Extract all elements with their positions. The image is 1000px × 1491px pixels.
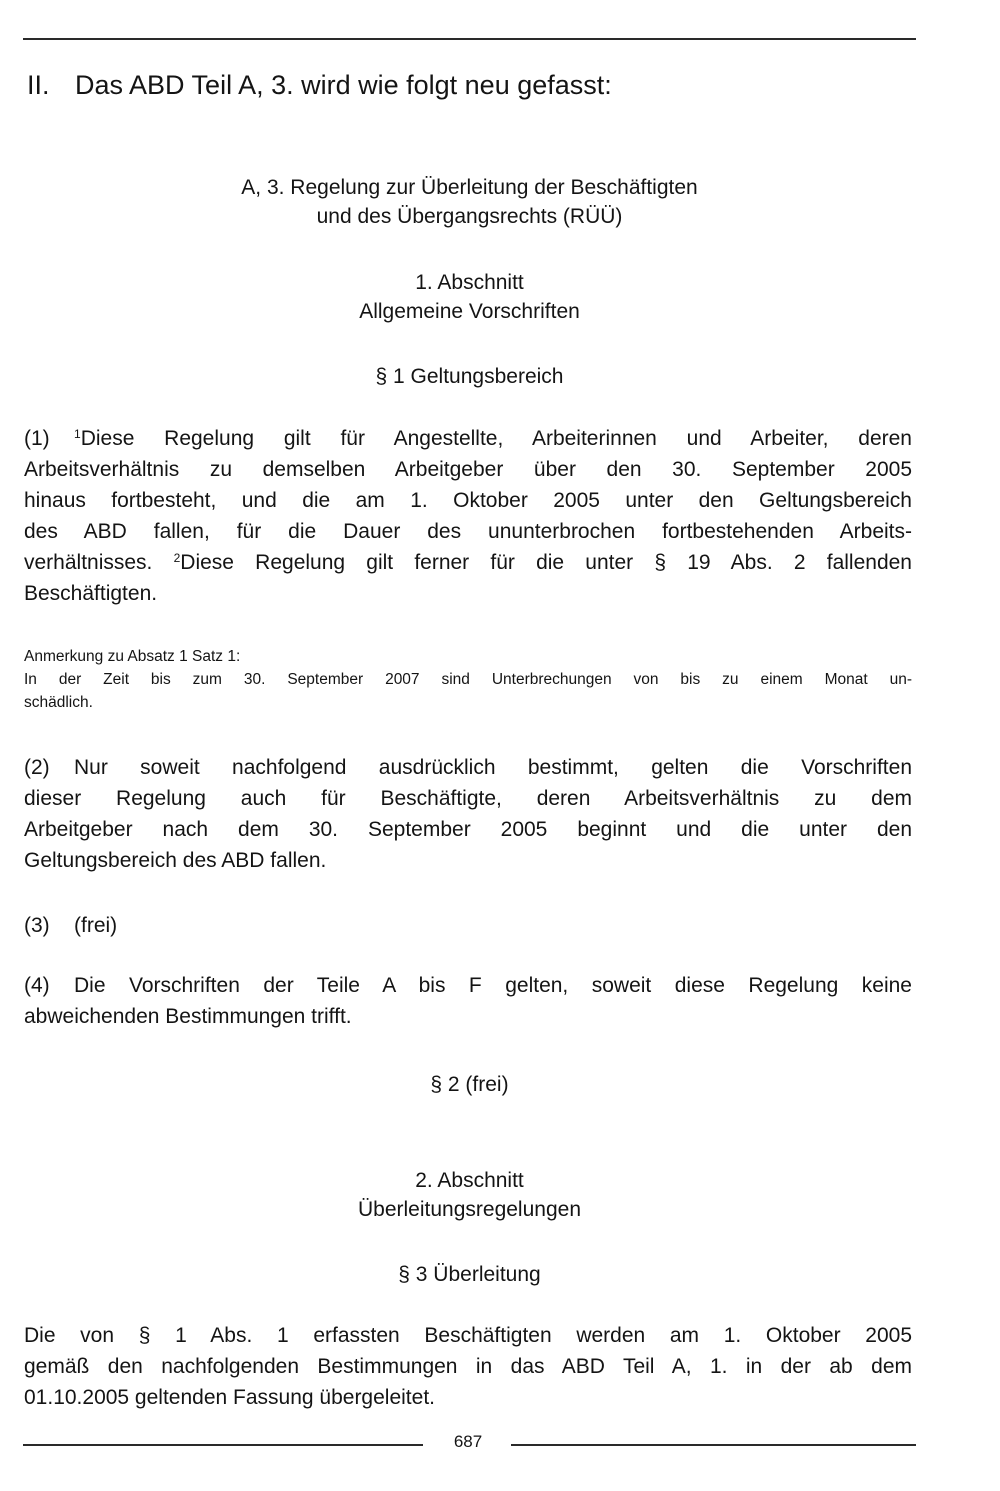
text-line: 01.10.2005 geltenden Fassung übergeleitet.	[24, 1386, 435, 1409]
text-span: Nur soweit nachfolgend ausdrücklich bestimmt, gelten die Vorschriften	[74, 756, 912, 779]
text-line	[24, 970, 912, 1001]
page-footer	[23, 1432, 916, 1456]
text-line	[24, 423, 912, 454]
section-1-title: Allgemeine Vorschriften	[359, 300, 580, 323]
absatz-label: (3)	[24, 914, 50, 937]
section-1-number: 1. Abschnitt	[415, 271, 524, 294]
regulation-title-line-1: A, 3. Regelung zur Überleitung der Beschäftigten	[241, 176, 698, 199]
part-number: II.	[27, 70, 50, 100]
text-line: hinaus fortbesteht, und die am 1. Oktober 2005 unter den Geltungsbereich	[24, 489, 912, 512]
text-line: Arbeitsverhältnis zu demselben Arbeitgeber über den 30. September 2005	[24, 458, 912, 481]
footer-rule-left	[23, 1444, 423, 1446]
text-line: Die von § 1 Abs. 1 erfassten Beschäftigten werden am 1. Oktober 2005	[24, 1324, 912, 1347]
section-1-heading	[23, 268, 916, 326]
text-span: Die Vorschriften der Teile A bis F gelten, soweit diese Regelung keine	[74, 974, 912, 997]
text-line: abweichenden Bestimmungen trifft.	[24, 1005, 352, 1028]
paragraph-3-heading: § 3 Überleitung	[398, 1263, 541, 1286]
paragraph-1-absatz-4	[24, 970, 912, 1032]
text-span: (frei)	[74, 914, 118, 937]
text-span: verhältnisses.	[24, 551, 153, 574]
section-2-number: 2. Abschnitt	[415, 1169, 524, 1192]
sentence-number: 2	[173, 551, 181, 565]
regulation-title-line-2: und des Übergangsrechts (RÜÜ)	[316, 205, 623, 228]
text-line: dieser Regelung auch für Beschäftigte, deren Arbeitsverhältnis zu dem	[24, 787, 912, 810]
note-title: Anmerkung zu Absatz 1 Satz 1:	[24, 648, 241, 665]
text-span: Diese Regelung gilt ferner für die unter § 19 Abs. 2 fallenden	[180, 551, 912, 574]
part-heading	[27, 70, 612, 101]
absatz-label: (2)	[24, 756, 50, 779]
text-line	[24, 752, 912, 783]
paragraph-1-absatz-3	[24, 910, 912, 941]
text-line: des ABD fallen, für die Dauer des ununterbrochen fortbestehenden Arbeits-	[24, 520, 912, 543]
text-line: gemäß den nachfolgenden Bestimmungen in das ABD Teil A, 1. in der ab dem	[24, 1355, 912, 1378]
paragraph-1-heading: § 1 Geltungsbereich	[375, 365, 564, 388]
absatz-label: (1)	[24, 427, 50, 450]
absatz-label: (4)	[24, 974, 50, 997]
text-line: Arbeitgeber nach dem 30. September 2005 beginnt und die unter den	[24, 818, 912, 841]
footer-rule-right	[511, 1444, 916, 1446]
paragraph-2-heading: § 2 (frei)	[430, 1073, 509, 1096]
paragraph-1-absatz-2	[24, 752, 912, 876]
paragraph-3-body	[24, 1320, 912, 1413]
paragraph-1-absatz-1	[24, 423, 912, 609]
top-rule	[23, 38, 916, 40]
page-number: 687	[453, 1432, 483, 1451]
text-line	[24, 910, 912, 941]
text-line: Beschäftigten.	[24, 582, 158, 605]
annotation-note	[24, 645, 912, 714]
section-2-heading	[23, 1166, 916, 1224]
text-line: Geltungsbereich des ABD fallen.	[24, 849, 327, 872]
note-line: In der Zeit bis zum 30. September 2007 sind Unterbrechungen von bis zu einem Monat un-	[24, 671, 912, 688]
text-line	[24, 547, 912, 578]
part-heading-text: Das ABD Teil A, 3. wird wie folgt neu gefasst:	[75, 70, 612, 100]
regulation-title	[23, 173, 916, 231]
section-2-title: Überleitungsregelungen	[358, 1198, 581, 1221]
note-line: schädlich.	[24, 694, 93, 711]
text-span: Diese Regelung gilt für Angestellte, Arbeiterinnen und Arbeiter, deren	[80, 427, 912, 450]
sentence-number: 1	[74, 427, 81, 441]
